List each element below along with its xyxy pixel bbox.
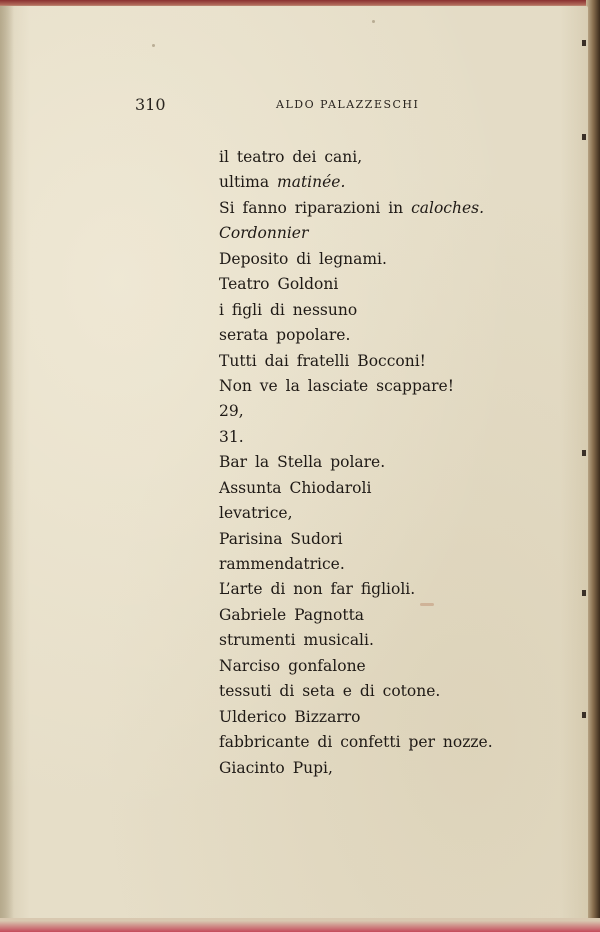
poem-line-text: strumenti musicali. [219,631,374,650]
poem-line-text: 29, [219,402,244,421]
poem-line [219,476,493,501]
running-header-author: ALDO PALAZZESCHI [276,98,420,111]
poem-line-text: L’arte di non far figlioli. [219,580,416,599]
page-gutter-shadow [0,6,14,920]
poem-line-text: Deposito di legnami. [219,249,387,268]
poem-line [219,247,493,272]
poem-line [219,170,493,195]
poem-line [219,221,493,246]
paper-fleck [152,44,155,47]
poem-line [219,679,493,704]
poem-line [219,527,493,552]
poem-line-text: Gabriele Pagnotta [219,605,365,624]
poem-line-text: tessuti di seta e di cotone. [219,682,441,701]
paper-fleck [372,20,375,23]
poem-line-italic: matinée. [277,173,346,192]
poem-line [219,374,493,399]
poem-line [219,196,493,221]
poem-line-italic: caloches. [411,198,485,217]
poem-line [219,501,493,526]
poem-line-text: rammendatrice. [219,555,345,573]
poem-line-text: Giacinto Pupi, [219,758,333,777]
right-margin-marks [582,0,586,932]
poem-line [219,756,493,781]
poem-line [219,552,493,577]
poem-line [219,654,493,679]
poem-line [219,323,493,348]
poem-line [219,603,493,628]
poem-line-text: Teatro Goldoni [219,275,339,294]
poem-line [219,705,493,730]
page-number: 310 [135,95,166,114]
poem-line-text: il teatro dei cani, [219,148,363,166]
poem-line-text: Narciso gonfalone [219,656,366,675]
poem-line-text: Bar la Stella polare. [219,453,386,472]
poem-line-text: ultima [219,173,277,192]
poem-line-text: i figli di nessuno [219,300,358,319]
paper-stain [420,603,434,606]
poem-line-text: levatrice, [219,504,293,523]
poem-line [219,145,493,170]
poem-line-text: Assunta Chiodaroli [219,478,372,497]
poem-line [219,349,493,374]
poem-line-text: Ulderico Bizzarro [219,707,361,726]
poem-line-text: Si fanno riparazioni in [219,198,412,217]
poem-line [219,425,493,450]
poem-line-text: Non ve la lasciate scappare! [219,376,454,395]
poem-line [219,272,493,297]
poem-line-text: serata popolare. [219,326,351,345]
poem-line-text: fabbricante di confetti per nozze. [219,733,493,752]
poem-line-text: Parisina Sudori [219,529,343,548]
poem-line [219,298,493,323]
poem-line [219,577,493,602]
poem-line [219,628,493,653]
poem-line-italic: Cordonnier [219,224,309,243]
book-spine-edge [586,0,600,932]
poem-line [219,450,493,475]
page-bottom-edge [0,918,600,932]
poem-line-text: Tutti dai fratelli Bocconi! [219,351,426,370]
poem-line [219,399,493,424]
poem-line-text: 31. [219,427,244,446]
poem-line [219,730,493,755]
poem-text [219,145,493,781]
